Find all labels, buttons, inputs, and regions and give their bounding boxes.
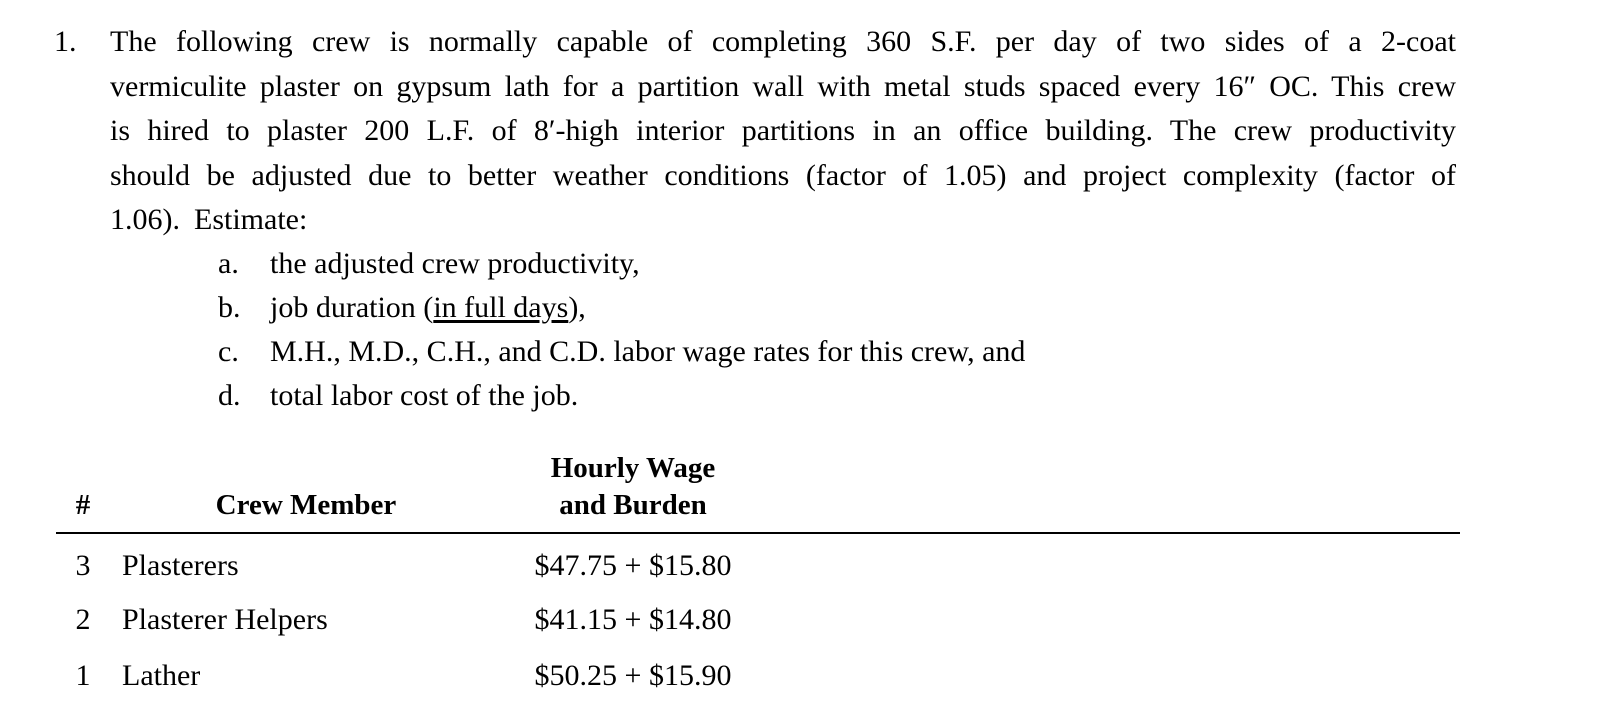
sub-question-text-end: ), (568, 291, 586, 324)
sub-question-text: total labor cost of the job. (270, 379, 579, 412)
row-member: Plasterer Helpers (122, 603, 328, 636)
sub-question-underlined-text: in full days (433, 291, 569, 324)
problem-last-line (110, 198, 1456, 243)
sub-question-c (218, 330, 1025, 374)
row-member: Lather (122, 659, 201, 692)
row-wage: $50.25 + $15.90 (534, 659, 732, 692)
row-count: 3 (75, 549, 91, 582)
header-crew-member: Crew Member (110, 450, 502, 533)
header-hourly-wage (502, 450, 764, 533)
crew-table (56, 450, 1460, 704)
crew-table-header (56, 450, 1460, 533)
row-member: Plasterers (122, 549, 239, 582)
header-wage-line2: and Burden (559, 489, 707, 521)
sub-question-list (218, 242, 1025, 418)
sub-question-letter: a. (218, 247, 239, 280)
problem-number: 1. (54, 25, 77, 58)
header-spacer (764, 450, 1460, 533)
problem-line: is hired to plaster 200 L.F. of 8′-high interior partitions in an office building. The crew productivity (110, 114, 1456, 147)
problem-last-line-start: 1.06). (110, 203, 180, 236)
problem-line: should be adjusted due to better weather conditions (factor of 1.05) and project complexity (factor of (110, 158, 1456, 192)
problem-line: The following crew is normally capable of completing 360 S.F. per day of two sides of a 2-coat (110, 25, 1456, 58)
table-row (56, 648, 1460, 704)
row-wage: $41.15 + $14.80 (534, 603, 732, 636)
sub-question-text: the adjusted crew productivity, (270, 247, 640, 280)
table-row (56, 533, 1460, 592)
problem-line: vermiculite plaster on gypsum lath for a partition wall with metal studs spaced every 16″ OC. This crew (110, 69, 1456, 103)
problem-body (110, 20, 1456, 243)
sub-question-b (218, 286, 1025, 330)
sub-question-letter: d. (218, 379, 241, 412)
row-wage: $47.75 + $15.80 (534, 549, 732, 582)
sub-question-letter: b. (218, 291, 241, 324)
problem-statement (54, 20, 1456, 243)
problem-estimate-label: Estimate: (194, 203, 308, 236)
row-count: 1 (75, 659, 91, 692)
sub-question-text: M.H., M.D., C.H., and C.D. labor wage rates for this crew, and (270, 335, 1026, 368)
header-wage-line1: Hourly Wage (550, 452, 716, 484)
sub-question-letter: c. (218, 335, 239, 368)
row-count: 2 (75, 603, 91, 636)
header-number: # (56, 450, 110, 533)
sub-question-d (218, 374, 1025, 418)
sub-question-text: job duration ( (270, 291, 434, 324)
sub-question-a (218, 242, 1025, 286)
table-row (56, 592, 1460, 648)
